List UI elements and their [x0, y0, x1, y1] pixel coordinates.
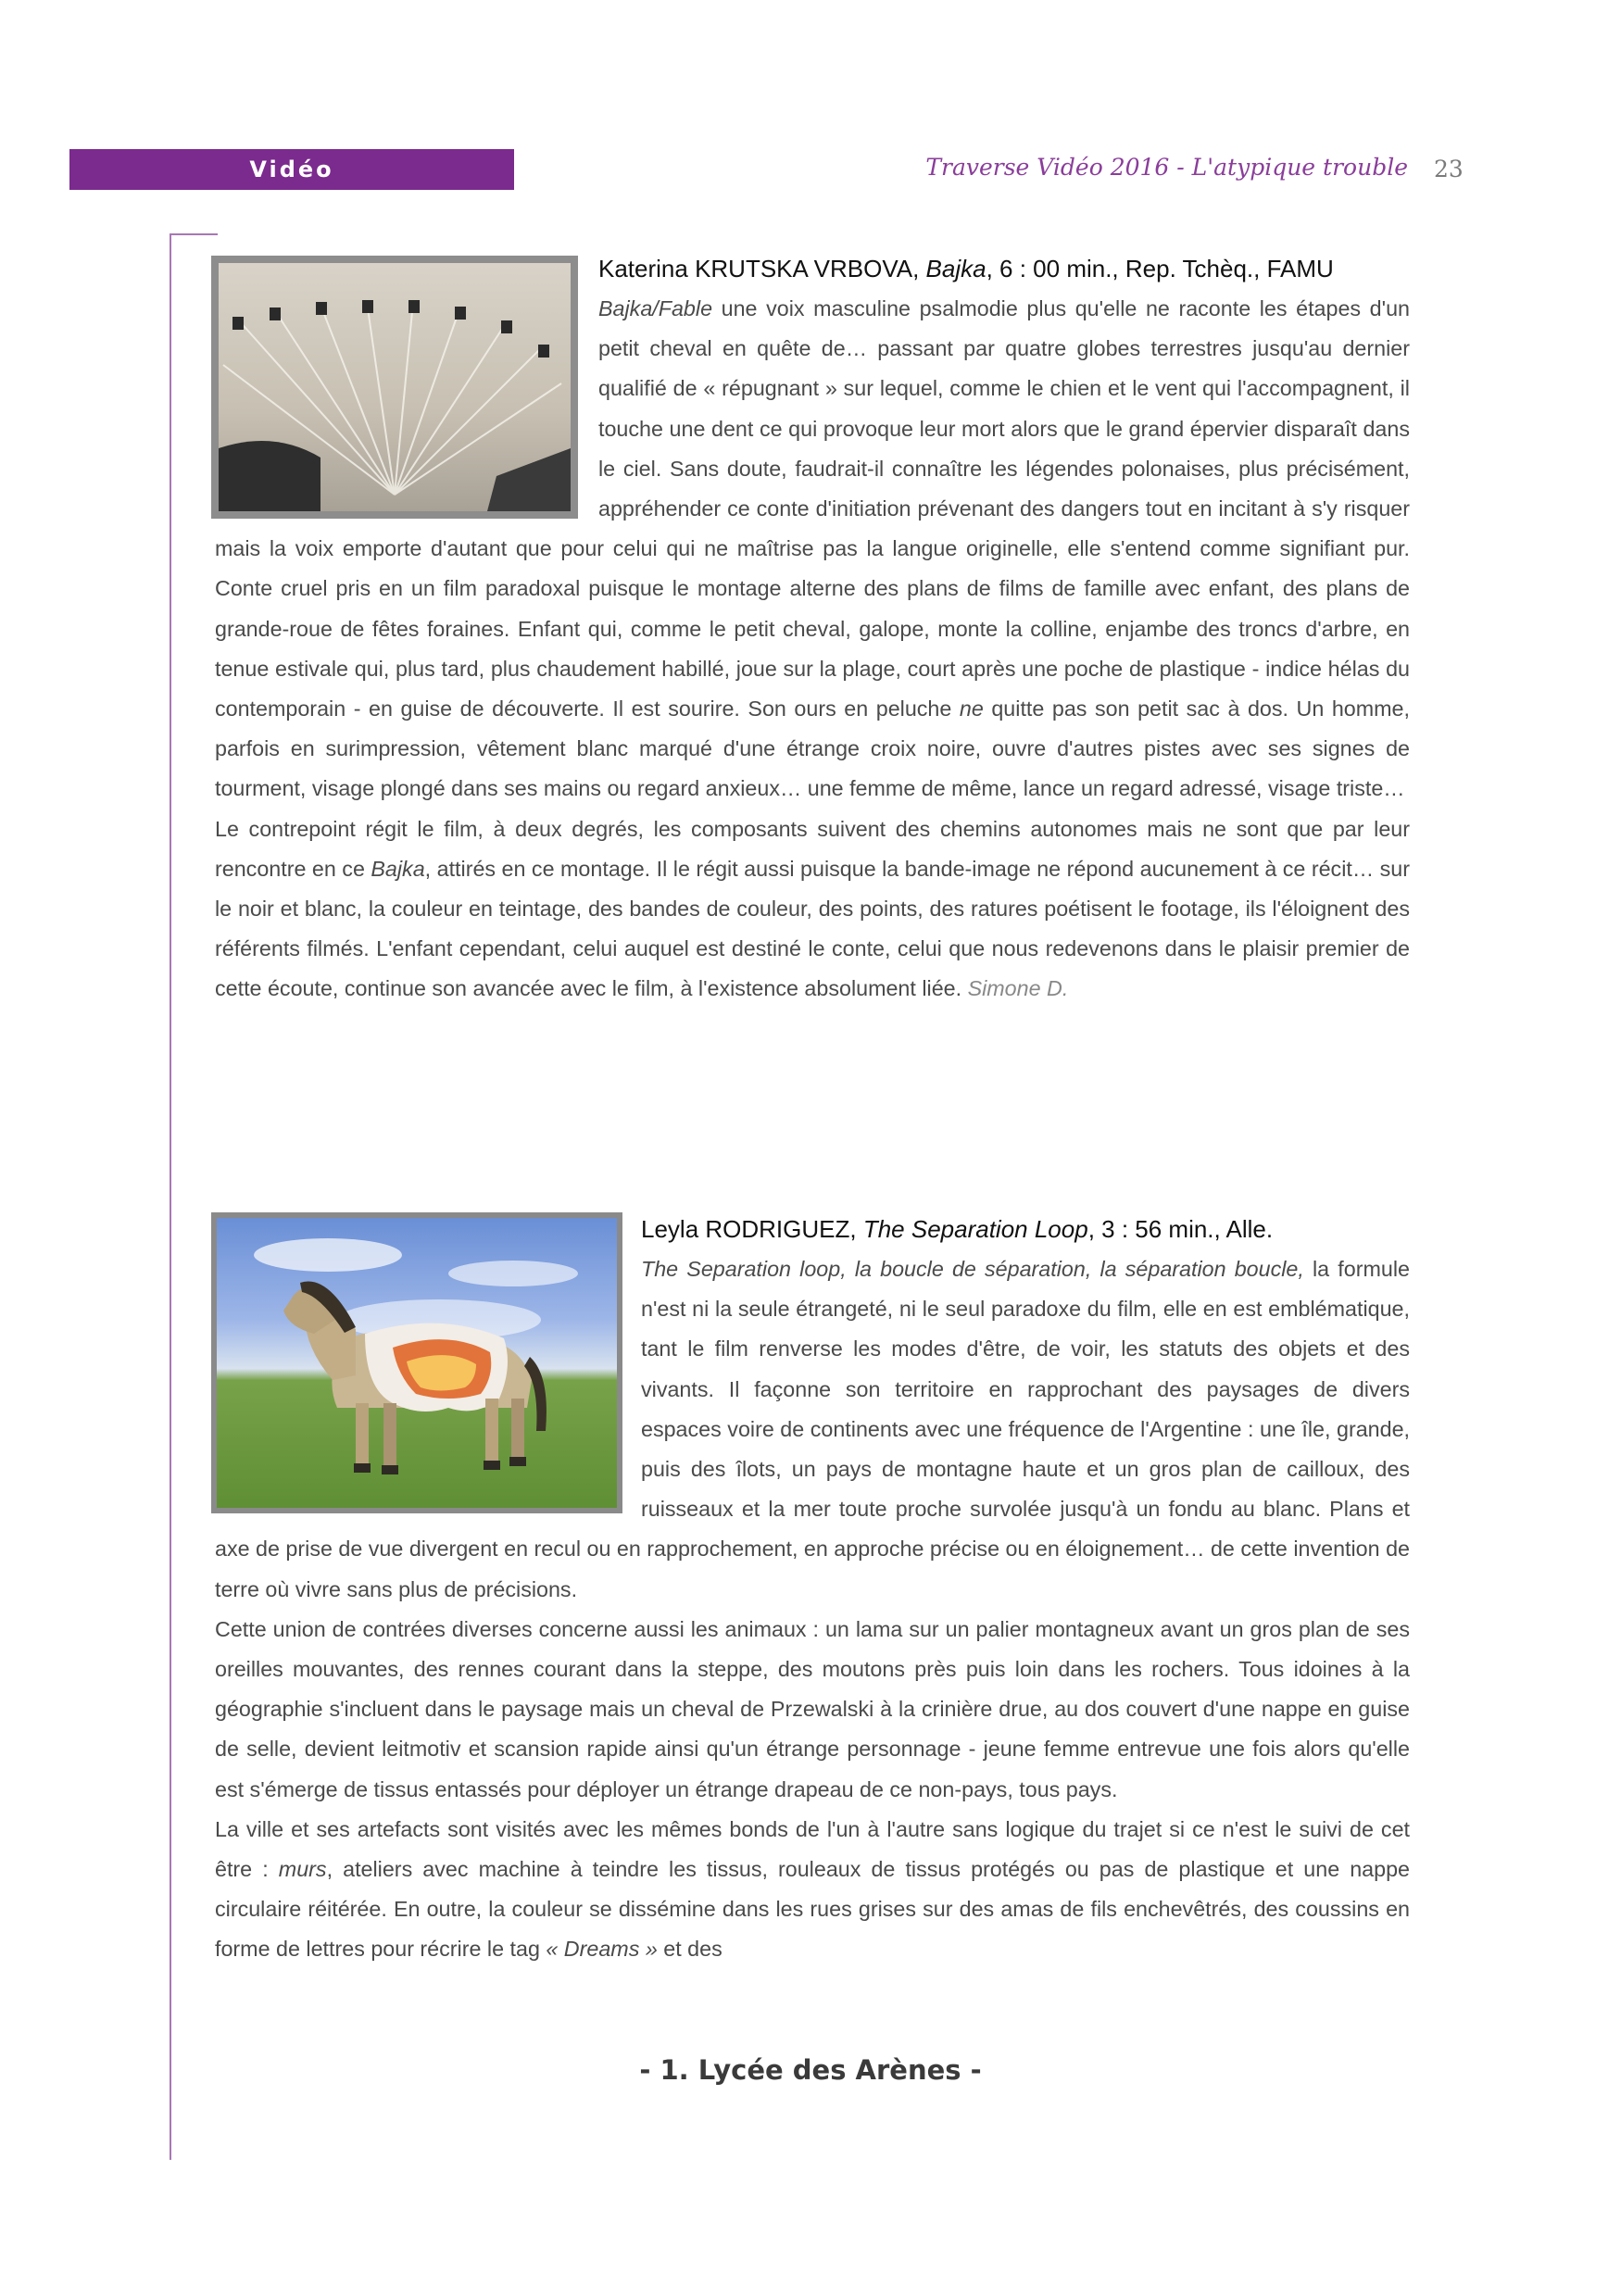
page-footer: - 1. Lycée des Arènes -	[639, 2054, 982, 2086]
author-name: Katerina KRUTSKA VRBOVA,	[598, 255, 926, 282]
section-label: Vidéo	[69, 149, 514, 190]
review-paragraph	[215, 1810, 1410, 1970]
paragraph-text: , ateliers avec machine à teindre les tissus, rouleaux de tissus protégés ou pas de plastique et une nappe circulaire réitérée. En outre, la couleur se dissémine dans les rues grises sur des amas de fils enchevêtrés, des coussins en forme de lettres pour récrire le tag	[215, 1857, 1411, 1962]
review-bajka	[215, 248, 1410, 1010]
paragraph-text: la formule n'est ni la seule étrangeté, ni le seul paradoxe du film, elle en est emblématique, tant le film renverse les modes d'être, de voir, les statuts des objets et des vivants. Il façonne son territoire en rapprochant des paysages de divers espaces voire de continents avec une fréquence de l'Argentine : une île, grande, puis des îlots, un pays de montagne haute et un gros plan de cailloux, des ruisseaux et la mer toute proche survolée jusqu'à un fondu au blanc. Plans et axe de prise de vue divergent en recul ou en rapprochement, en approche précise ou en éloignement… de cette invention de terre où vivre sans plus de précisions.	[215, 1257, 1410, 1601]
paragraph-text: quitte pas son petit sac à dos. Un homme, parfois en surimpression, vêtement blanc marqué d'une étrange croix noire, ouvre d'autres pistes avec ses signes de tourment, visage plongé dans ses mains ou regard anxieux… une femme de même, lance un regard adressé, visage triste…	[215, 696, 1410, 801]
paragraph-text: La ville et ses artefacts sont visités avec les mêmes bonds de l'un à l'autre sans logique du trajet si ce n'est le suivi de cet être :	[215, 1816, 1410, 1882]
inline-italic: « Dreams »	[546, 1937, 658, 1962]
page-number: 23	[1434, 156, 1464, 182]
review-paragraph: Cette union de contrées diverses concerne aussi les animaux : un lama sur un palier montagneux avant un gros plan de ses oreilles mouvantes, des rennes courant dans la steppe, des moutons près puis loin dans les rochers. Tous idoines à la géographie s'incluent dans le paysage mais un cheval de Przewalski à la crinière drue, au dos couvert d'une nappe en guise de selle, devient leitmotiv et scansion rapide ainsi qu'un étrange personnage - jeune femme entrevue une fois alors qu'elle est s'émerge de tissus entassés pour déployer un étrange drapeau de ce non-pays, tous pays.	[215, 1616, 1410, 1801]
inline-title: Bajka/Fable	[598, 296, 713, 320]
film-details: , 3 : 56 min., Alle.	[1087, 1215, 1274, 1243]
author-name: Leyla RODRIGUEZ,	[641, 1215, 863, 1243]
inline-title: The Separation loop, la boucle de séparation, la séparation boucle,	[641, 1257, 1304, 1281]
paragraph-text: une voix masculine psalmodie plus qu'elle ne raconte les étapes d'un petit cheval en quête de… passant par quatre globes terrestres jusqu'au dernier qualifié de « répugnant » sur lequel, comme le chien et le vent qui l'accompagnent, il touche une dent ce qui provoque leur mort alors que le grand épervier disparaît dans le ciel. Sans doute, faudrait-il connaître les légendes polonaises, plus précisément, appréhender ce conte d'initiation prévenant des dangers tout en incitant à s'y risquer mais la voix emporte d'autant que pour celui qui ne maîtrise pas la langue originelle, elle s'entend comme signifiant pur. Conte cruel pris en un film paradoxal puisque le montage alterne des plans de films de famille avec enfant, des plans de grande-roue de fêtes foraines. Enfant qui, comme le petit cheval, galope, monte la colline, enjambe des troncs d'arbre, en tenue estivale qui, plus tard, plus chaudement habillé, joue sur la plage, court après une poche de plastique - indice hélas du contemporain - en guise de découverte. Il est sourire. Son ours en peluche	[215, 296, 1410, 721]
frame-rule-top	[170, 233, 218, 235]
inline-italic: murs	[278, 1857, 327, 1882]
film-details: , 6 : 00 min., Rep. Tchèq., FAMU	[986, 255, 1334, 282]
horse-illustration	[217, 1218, 617, 1508]
running-title: Traverse Vidéo 2016 - L'atypique trouble	[925, 154, 1408, 181]
inline-title: Bajka	[371, 856, 425, 881]
film-title: The Separation Loop	[862, 1215, 1088, 1243]
film-still-horse	[211, 1212, 622, 1513]
ferris-wheel-illustration	[219, 263, 571, 511]
reviewer-signature: Simone D.	[967, 976, 1069, 1001]
film-still-ferris-wheel	[211, 256, 578, 519]
paragraph-text: Le contrepoint régit le film, à deux degrés, les composants suivent des chemins autonomes mais ne sont que par leur rencontre en ce	[215, 816, 1410, 881]
frame-rule-left	[170, 233, 171, 2160]
review-separation-loop	[215, 1209, 1410, 1970]
paragraph-text: , attirés en ce montage. Il le régit aussi puisque la bande-image ne répond aucunement à ce récit… sur le noir et blanc, la couleur en teintage, des bandes de couleur, des points, des ratures poétisent le footage, ils l'éloignent des référents filmés. L'enfant cependant, celui auquel est destiné le conte, celui que nous redevenons dans le plaisir premier de cette écoute, continue son avancée avec le film, à l'existence absolument liée.	[215, 856, 1410, 1001]
inline-italic: ne	[959, 696, 984, 721]
paragraph-text: et des	[657, 1937, 723, 1962]
review-paragraph	[215, 809, 1410, 1010]
film-title: Bajka	[925, 255, 986, 282]
